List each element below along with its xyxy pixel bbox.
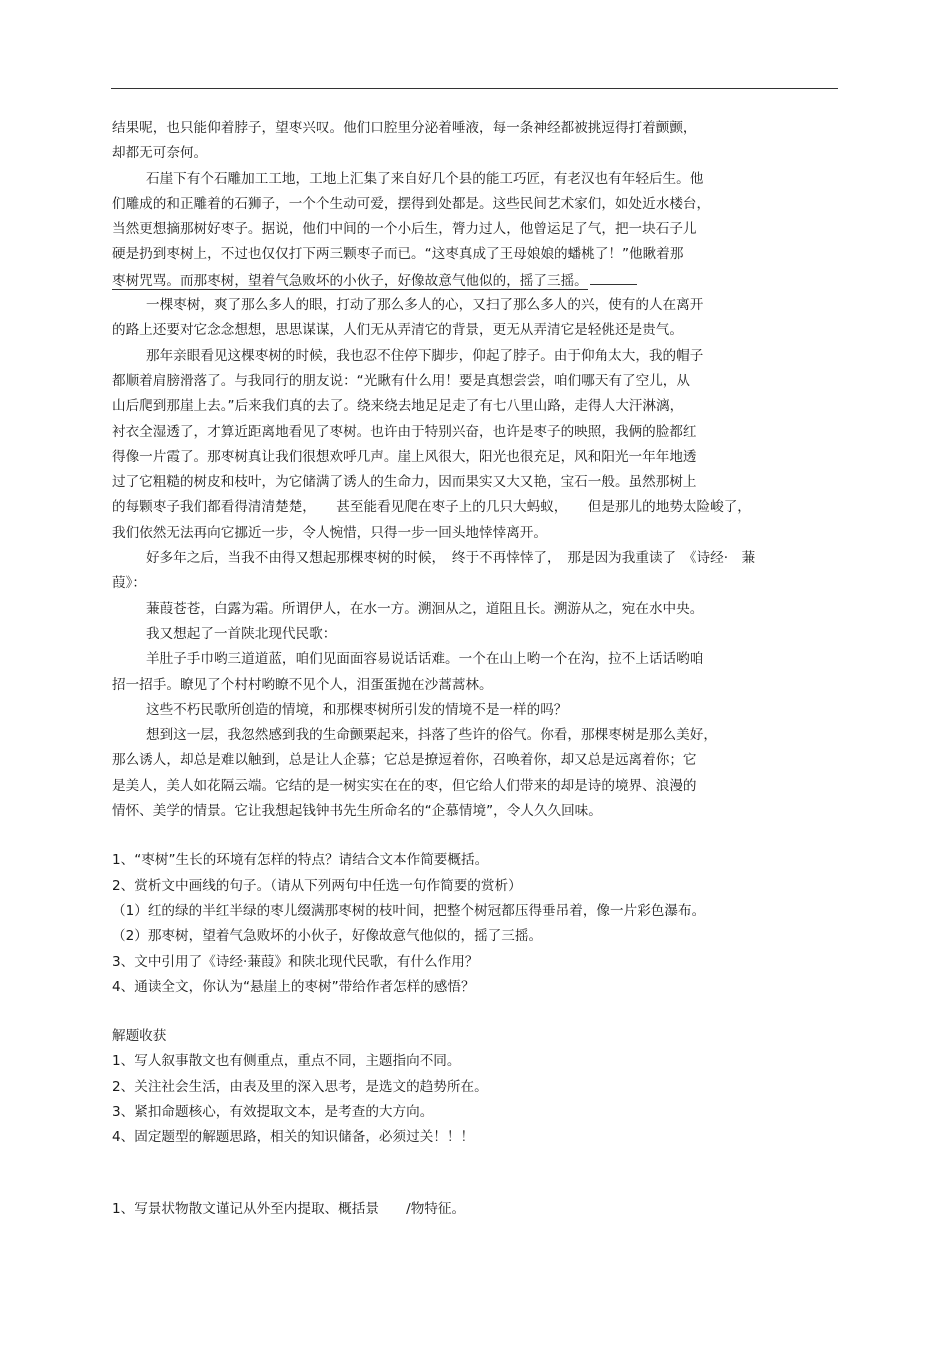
summary-item: 3、紧扣命题核心，有效提取文本，是考查的大方向。 [112, 1103, 434, 1120]
passage-line: 都顺着肩膀滑落了。与我同行的朋友说：“光瞅有什么用！要是真想尝尝，咱们哪天有了空儿，从 [112, 372, 690, 389]
passage-line: 硬是扔到枣树上，不过也仅仅打下两三颗枣子而已。“这枣真成了王母娘娘的蟠桃了！”他瞅着那 [112, 246, 684, 263]
spacer [112, 824, 832, 848]
passage-line: 想到这一层，我忽然感到我的生命颤栗起来，抖落了些许的俗气。你看，那棵枣树是那么美好， [146, 727, 717, 744]
passage-line: 们雕成的和正雕着的石狮子，一个个生动可爱，摆得到处都是。这些民间艺术家们，如处近水楼台， [112, 195, 711, 212]
passage-line: 过了它粗糙的树皮和枝叶，为它储满了诱人的生命力，因而果实又大又艳，宝石一般。虽然那树上 [112, 474, 697, 491]
passage-line: 衬衣全湿透了，才算近距离地看见了枣树。也许由于特别兴奋，也许是枣子的映照，我俩的脸都红 [112, 423, 697, 440]
spacer [112, 1000, 832, 1024]
passage-line: 的每颗枣子我们都看得清清楚楚， 甚至能看见爬在枣子上的几只大蚂蚁， 但是那儿的地势太险峻了， [112, 499, 751, 516]
folk-song-quote: 羊肚子手巾哟三道道蓝，咱们见面面容易说话话难。一个在山上哟一个在沟，拉不上话话哟咱 [146, 651, 704, 668]
question-item: 3、文中引用了《诗经·蒹葭》和陕北现代民歌，有什么作用？ [112, 953, 479, 970]
summary-title: 解题收获 [112, 1028, 167, 1045]
passage-line: 得像一片霞了。那枣树真让我们很想欢呼几声。崖上风很大，阳光也很充足，风和阳光一年年地透 [112, 448, 697, 465]
passage-line: 那年亲眼看见这棵枣树的时候，我也忍不住停下脚步，仰起了脖子。由于仰角太大，我的帽子 [146, 347, 704, 364]
passage-line: 当然更想摘那树好枣子。据说，他们中间的一个小后生，膂力过人，他曾运足了气，把一块石子儿 [112, 221, 697, 238]
header-rule [111, 88, 838, 89]
underlined-sentence: 枣树咒骂。而那枣树，望着气急败坏的小伙子，好像故意气他似的，摇了三摇。 [112, 272, 588, 289]
passage-line: 我们依然无法再向它挪近一步，令人惋惜，只得一步一回头地悻悻离开。 [112, 524, 547, 541]
passage [112, 116, 832, 824]
passage-line: 我又想起了一首陕北现代民歌： [146, 625, 337, 642]
questions-section [112, 848, 832, 1000]
tip-line: 1、写景状物散文谨记从外至内提取、概括景 /物特征。 [112, 1200, 466, 1217]
summary-item: 4、固定题型的解题思路，相关的知识储备，必须过关！！！ [112, 1129, 475, 1146]
passage-line: 的路上还要对它念念想想，思思谋谋，人们无从弄清它的背景，更无从弄清它是轻佻还是贵气。 [112, 322, 683, 339]
passage-line: 好多年之后，当我不由得又想起那棵枣树的时候， 终于不再悻悻了， 那是因为我重读了 《诗经· 蒹 [146, 550, 756, 567]
passage-line: 情怀、美学的情景。它让我想起钱钟书先生所命名的“企慕情境”，令人久久回味。 [112, 803, 602, 820]
question-option: （1）红的绿的半红半绿的枣儿缀满那枣树的枝叶间，把整个树冠都压得垂吊着，像一片彩色瀑布。 [112, 902, 706, 919]
question-item: 1、“枣树”生长的环境有怎样的特点？请结合文本作简要概括。 [112, 852, 489, 869]
passage-line: 结果呢，也只能仰着脖子，望枣兴叹。他们口腔里分泌着唾液，每一条神经都被挑逗得打着颤颤， [112, 120, 697, 136]
underline-extension [590, 268, 637, 285]
passage-line: 是美人，美人如花隔云端。它结的是一树实实在在的枣，但它给人们带来的却是诗的境界、浪漫的 [112, 777, 697, 794]
passage-line: 葭》： [112, 575, 146, 592]
spacer [112, 1151, 832, 1197]
passage-line: 这些不朽民歌所创造的情境，和那棵枣树所引发的情境不是一样的吗？ [146, 701, 568, 718]
poem-quote: 蒹葭苍苍，白露为霜。所谓伊人，在水一方。溯洄从之，道阻且长。溯游从之，宛在水中央。 [146, 600, 704, 617]
summary-item: 2、关注社会生活，由表及里的深入思考，是选文的趋势所在。 [112, 1078, 488, 1095]
passage-line: 那么诱人，却总是难以触到，总是让人企慕；它总是撩逗着你，召唤着你，却又总是远离着你；它 [112, 752, 697, 769]
passage-line: 山后爬到那崖上去。”后来我们真的去了。绕来绕去地足足走了有七八里山路，走得人大汗淋漓， [112, 398, 684, 415]
passage-line: 却都无可奈何。 [112, 145, 208, 162]
folk-song-quote: 招一招手。瞭见了个村村哟瞭不见个人，泪蛋蛋抛在沙蒿蒿林。 [112, 676, 493, 693]
question-item: 4、通读全文，你认为“悬崖上的枣树”带给作者怎样的感悟？ [112, 978, 475, 995]
document-body [112, 116, 832, 1222]
passage-line: 石崖下有个石雕加工工地，工地上汇集了来自好几个县的能工巧匠，有老汉也有年轻后生。他 [146, 170, 704, 187]
summary-item: 1、写人叙事散文也有侧重点，重点不同，主题指向不同。 [112, 1053, 461, 1070]
question-option: （2）那枣树，望着气急败坏的小伙子，好像故意气他似的，摇了三摇。 [112, 928, 543, 945]
underlined-sentence-line [112, 268, 832, 293]
question-item: 2、赏析文中画线的句子。（请从下列两句中任选一句作简要的赏析） [112, 877, 522, 894]
passage-line: 一棵枣树，爽了那么多人的眼，打动了那么多人的心，又扫了那么多人的兴，使有的人在离开 [146, 297, 704, 314]
summary-section [112, 1024, 832, 1150]
